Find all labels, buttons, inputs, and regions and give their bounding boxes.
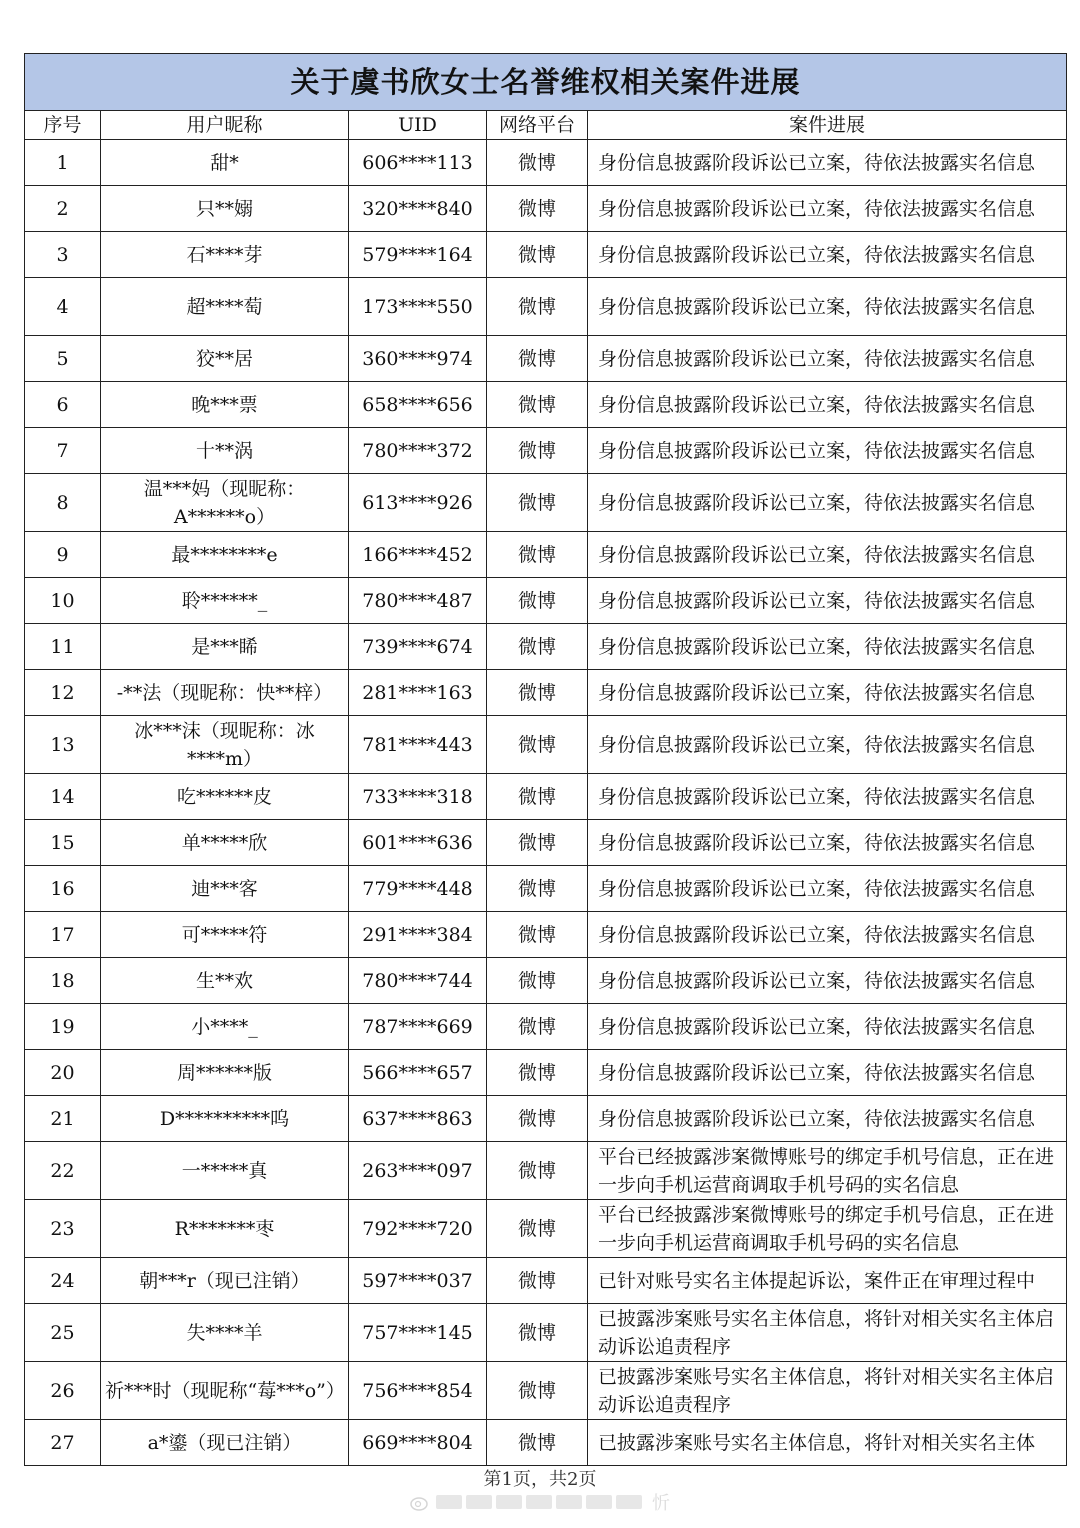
cell-nickname: 狡**居 — [101, 336, 349, 382]
table-row — [25, 532, 1067, 578]
cell-nickname: -**法（现昵称：快**梓） — [101, 670, 349, 716]
table-row — [25, 1304, 1067, 1362]
cell-uid: 263****097 — [349, 1142, 487, 1200]
cell-uid: 291****384 — [349, 912, 487, 958]
table-row — [25, 1142, 1067, 1200]
cell-platform: 微博 — [487, 578, 588, 624]
cell-nickname: 迪***客 — [101, 866, 349, 912]
table-row — [25, 186, 1067, 232]
cell-progress: 身份信息披露阶段诉讼已立案，待依法披露实名信息 — [588, 958, 1067, 1004]
cell-nickname: 祈***时（现昵称“莓***o”） — [101, 1362, 349, 1420]
cell-uid: 281****163 — [349, 670, 487, 716]
cell-no: 5 — [25, 336, 101, 382]
cell-no: 26 — [25, 1362, 101, 1420]
table-row — [25, 1420, 1067, 1466]
cell-progress: 身份信息披露阶段诉讼已立案，待依法披露实名信息 — [588, 1096, 1067, 1142]
cell-nickname: 晚***票 — [101, 382, 349, 428]
table-row — [25, 624, 1067, 670]
table-row — [25, 428, 1067, 474]
cell-platform: 微博 — [487, 382, 588, 428]
cell-platform: 微博 — [487, 958, 588, 1004]
cell-no: 25 — [25, 1304, 101, 1362]
cell-uid: 173****550 — [349, 278, 487, 336]
cell-progress: 已针对账号实名主体提起诉讼，案件正在审理过程中 — [588, 1258, 1067, 1304]
cell-platform: 微博 — [487, 866, 588, 912]
cell-no: 15 — [25, 820, 101, 866]
cell-nickname: 甜* — [101, 140, 349, 186]
cell-uid: 781****443 — [349, 716, 487, 774]
cell-uid: 739****674 — [349, 624, 487, 670]
cell-nickname: 超****萄 — [101, 278, 349, 336]
table-row — [25, 336, 1067, 382]
cell-nickname: 冰***沫（现昵称：冰****m） — [101, 716, 349, 774]
cell-no: 6 — [25, 382, 101, 428]
cell-no: 11 — [25, 624, 101, 670]
cell-no: 22 — [25, 1142, 101, 1200]
cell-platform: 微博 — [487, 912, 588, 958]
table-header-row — [25, 111, 1067, 140]
cell-no: 3 — [25, 232, 101, 278]
cell-nickname: 聆******_ — [101, 578, 349, 624]
cell-uid: 613****926 — [349, 474, 487, 532]
cell-platform: 微博 — [487, 624, 588, 670]
cell-uid: 606****113 — [349, 140, 487, 186]
cell-no: 27 — [25, 1420, 101, 1466]
cell-no: 4 — [25, 278, 101, 336]
table-row — [25, 278, 1067, 336]
cell-platform: 微博 — [487, 1362, 588, 1420]
cell-platform: 微博 — [487, 670, 588, 716]
cell-platform: 微博 — [487, 532, 588, 578]
cell-uid: 166****452 — [349, 532, 487, 578]
cell-no: 18 — [25, 958, 101, 1004]
cell-platform: 微博 — [487, 820, 588, 866]
table-row — [25, 1258, 1067, 1304]
cell-uid: 756****854 — [349, 1362, 487, 1420]
cell-uid: 566****657 — [349, 1050, 487, 1096]
cell-platform: 微博 — [487, 1258, 588, 1304]
table-row — [25, 1200, 1067, 1258]
cell-progress: 身份信息披露阶段诉讼已立案，待依法披露实名信息 — [588, 774, 1067, 820]
cell-uid: 601****636 — [349, 820, 487, 866]
cell-progress: 身份信息披露阶段诉讼已立案，待依法披露实名信息 — [588, 186, 1067, 232]
cell-no: 8 — [25, 474, 101, 532]
table-row — [25, 670, 1067, 716]
cell-no: 17 — [25, 912, 101, 958]
cell-progress: 身份信息披露阶段诉讼已立案，待依法披露实名信息 — [588, 866, 1067, 912]
cell-progress: 身份信息披露阶段诉讼已立案，待依法披露实名信息 — [588, 336, 1067, 382]
table-row — [25, 1050, 1067, 1096]
cell-no: 13 — [25, 716, 101, 774]
cell-nickname: 小****_ — [101, 1004, 349, 1050]
cell-no: 19 — [25, 1004, 101, 1050]
cell-progress: 身份信息披露阶段诉讼已立案，待依法披露实名信息 — [588, 428, 1067, 474]
cell-progress: 身份信息披露阶段诉讼已立案，待依法披露实名信息 — [588, 232, 1067, 278]
cell-progress: 身份信息披露阶段诉讼已立案，待依法披露实名信息 — [588, 912, 1067, 958]
header-platform: 网络平台 — [487, 111, 588, 140]
cell-platform: 微博 — [487, 428, 588, 474]
cell-no: 14 — [25, 774, 101, 820]
cell-nickname: 石****芽 — [101, 232, 349, 278]
cell-uid: 360****974 — [349, 336, 487, 382]
cell-platform: 微博 — [487, 1050, 588, 1096]
cell-progress: 身份信息披露阶段诉讼已立案，待依法披露实名信息 — [588, 278, 1067, 336]
cell-progress: 身份信息披露阶段诉讼已立案，待依法披露实名信息 — [588, 1050, 1067, 1096]
cell-nickname: 温***妈（现昵称：A******o） — [101, 474, 349, 532]
cell-platform: 微博 — [487, 186, 588, 232]
cell-progress: 身份信息披露阶段诉讼已立案，待依法披露实名信息 — [588, 578, 1067, 624]
cell-nickname: a*鎏（现已注销） — [101, 1420, 349, 1466]
cell-uid: 787****669 — [349, 1004, 487, 1050]
watermark-text: 忻 — [652, 1493, 670, 1514]
table-row — [25, 232, 1067, 278]
cell-uid: 669****804 — [349, 1420, 487, 1466]
header-progress: 案件进展 — [588, 111, 1067, 140]
cell-progress: 已披露涉案账号实名主体信息，将针对相关实名主体启动诉讼追责程序 — [588, 1304, 1067, 1362]
cell-no: 9 — [25, 532, 101, 578]
cell-nickname: 最********e — [101, 532, 349, 578]
cell-no: 20 — [25, 1050, 101, 1096]
cell-progress: 身份信息披露阶段诉讼已立案，待依法披露实名信息 — [588, 140, 1067, 186]
cell-platform: 微博 — [487, 1200, 588, 1258]
cell-platform: 微博 — [487, 774, 588, 820]
cell-platform: 微博 — [487, 716, 588, 774]
cell-progress: 身份信息披露阶段诉讼已立案，待依法披露实名信息 — [588, 474, 1067, 532]
cell-platform: 微博 — [487, 336, 588, 382]
cell-no: 7 — [25, 428, 101, 474]
cell-platform: 微博 — [487, 1096, 588, 1142]
cell-uid: 637****863 — [349, 1096, 487, 1142]
cell-uid: 780****372 — [349, 428, 487, 474]
table-row — [25, 820, 1067, 866]
table-row — [25, 474, 1067, 532]
cell-platform: 微博 — [487, 1004, 588, 1050]
cell-nickname: 只**嫋 — [101, 186, 349, 232]
cell-platform: 微博 — [487, 1304, 588, 1362]
cell-nickname: 一*****真 — [101, 1142, 349, 1200]
watermark — [410, 1490, 710, 1514]
cell-progress: 身份信息披露阶段诉讼已立案，待依法披露实名信息 — [588, 716, 1067, 774]
cell-uid: 733****318 — [349, 774, 487, 820]
cell-platform: 微博 — [487, 1142, 588, 1200]
page-footer: 第1页，共2页 — [483, 1469, 597, 1490]
table-body — [25, 140, 1067, 1466]
page-title: 关于虞书欣女士名誉维权相关案件进展 — [25, 54, 1067, 111]
table-row — [25, 1362, 1067, 1420]
cell-no: 24 — [25, 1258, 101, 1304]
cell-progress: 已披露涉案账号实名主体信息，将针对相关实名主体 — [588, 1420, 1067, 1466]
cell-uid: 792****720 — [349, 1200, 487, 1258]
watermark-blur — [436, 1495, 642, 1509]
cell-progress: 身份信息披露阶段诉讼已立案，待依法披露实名信息 — [588, 624, 1067, 670]
cell-platform: 微博 — [487, 1420, 588, 1466]
cell-no: 1 — [25, 140, 101, 186]
table-row — [25, 958, 1067, 1004]
cell-uid: 320****840 — [349, 186, 487, 232]
cell-no: 12 — [25, 670, 101, 716]
cell-nickname: D**********呜 — [101, 1096, 349, 1142]
table-row — [25, 912, 1067, 958]
cell-nickname: 朝***r（现已注销） — [101, 1258, 349, 1304]
weibo-icon — [410, 1492, 430, 1512]
cell-nickname: 是***睎 — [101, 624, 349, 670]
cell-uid: 757****145 — [349, 1304, 487, 1362]
cell-nickname: 失****羊 — [101, 1304, 349, 1362]
cell-no: 23 — [25, 1200, 101, 1258]
cell-platform: 微博 — [487, 474, 588, 532]
cell-uid: 579****164 — [349, 232, 487, 278]
table-row — [25, 1096, 1067, 1142]
table-row — [25, 1004, 1067, 1050]
table-row — [25, 578, 1067, 624]
cell-nickname: 周******版 — [101, 1050, 349, 1096]
table-row — [25, 866, 1067, 912]
cell-platform: 微博 — [487, 232, 588, 278]
cell-nickname: 可*****符 — [101, 912, 349, 958]
cell-uid: 780****744 — [349, 958, 487, 1004]
document-sheet — [24, 53, 1066, 1466]
cell-no: 10 — [25, 578, 101, 624]
table-row — [25, 382, 1067, 428]
cell-no: 2 — [25, 186, 101, 232]
cell-uid: 658****656 — [349, 382, 487, 428]
header-nick: 用户昵称 — [101, 111, 349, 140]
header-no: 序号 — [25, 111, 101, 140]
cell-progress: 平台已经披露涉案微博账号的绑定手机号信息，正在进一步向手机运营商调取手机号码的实名信息 — [588, 1142, 1067, 1200]
cell-no: 16 — [25, 866, 101, 912]
cell-platform: 微博 — [487, 278, 588, 336]
cell-progress: 已披露涉案账号实名主体信息，将针对相关实名主体启动诉讼追责程序 — [588, 1362, 1067, 1420]
cell-progress: 身份信息披露阶段诉讼已立案，待依法披露实名信息 — [588, 670, 1067, 716]
table-row — [25, 774, 1067, 820]
cell-no: 21 — [25, 1096, 101, 1142]
cell-nickname: 单*****欣 — [101, 820, 349, 866]
header-uid: UID — [349, 111, 487, 140]
cell-progress: 平台已经披露涉案微博账号的绑定手机号信息，正在进一步向手机运营商调取手机号码的实名信息 — [588, 1200, 1067, 1258]
cell-progress: 身份信息披露阶段诉讼已立案，待依法披露实名信息 — [588, 1004, 1067, 1050]
cell-nickname: 十**涡 — [101, 428, 349, 474]
cell-uid: 779****448 — [349, 866, 487, 912]
table-row — [25, 140, 1067, 186]
cell-progress: 身份信息披露阶段诉讼已立案，待依法披露实名信息 — [588, 382, 1067, 428]
cell-progress: 身份信息披露阶段诉讼已立案，待依法披露实名信息 — [588, 820, 1067, 866]
cell-nickname: 吃******皮 — [101, 774, 349, 820]
table-row — [25, 716, 1067, 774]
cell-uid: 780****487 — [349, 578, 487, 624]
case-table — [24, 53, 1067, 1466]
cell-progress: 身份信息披露阶段诉讼已立案，待依法披露实名信息 — [588, 532, 1067, 578]
cell-nickname: 生**欢 — [101, 958, 349, 1004]
cell-platform: 微博 — [487, 140, 588, 186]
cell-uid: 597****037 — [349, 1258, 487, 1304]
cell-nickname: R*******枣 — [101, 1200, 349, 1258]
